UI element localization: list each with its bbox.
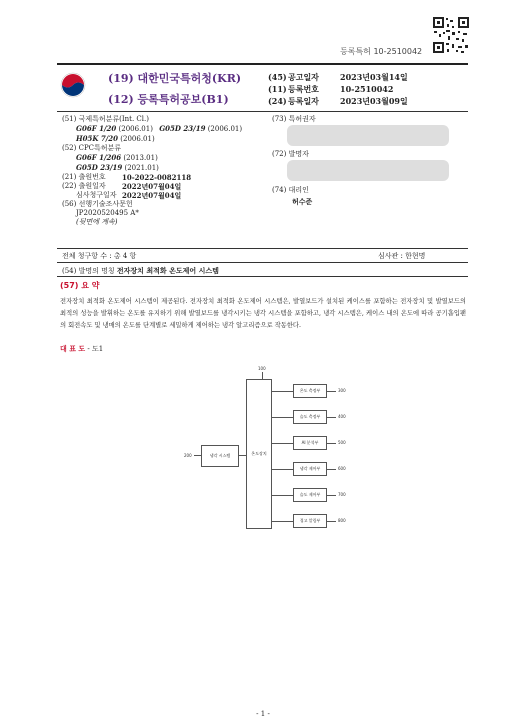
ref-line <box>194 455 201 456</box>
prior-art-label: (56) 선행기술조사문헌 <box>62 200 133 208</box>
ref-line <box>326 391 336 392</box>
ref-100: 100 <box>258 366 266 371</box>
abstract-heading: (57) 요 약 <box>60 281 100 290</box>
title-bottom-rule <box>57 276 468 277</box>
qr-code <box>432 16 470 54</box>
module-number: 400 <box>338 414 346 419</box>
control-unit-block: 온도장치 <box>246 379 272 529</box>
ref-line <box>326 495 336 496</box>
branch-line <box>271 469 293 470</box>
ipc-row: G06F 1/20 (2006.01) G05D 23/19 (2006.01) <box>76 124 243 133</box>
claims-top-rule <box>57 248 468 249</box>
pub-row: (45) 공고일자 2023년03월14일 <box>268 72 408 82</box>
cooling-system-block: 냉각 시스템 <box>201 445 239 467</box>
ref-line <box>326 521 336 522</box>
branch-line <box>271 417 293 418</box>
ref-line <box>326 417 336 418</box>
application-number-row: (21) 출원번호 10-2022-0082118 <box>62 173 192 182</box>
ipc-row: H05K 7/20 (2006.01) <box>76 134 155 143</box>
pub-row: (11) 등록번호 10-2510042 <box>268 84 394 94</box>
module-number: 800 <box>338 518 346 523</box>
module-block: 온도 측정부 <box>293 384 327 398</box>
continued-note: (뒷면에 계속) <box>76 218 118 226</box>
ipc-label: (51) 국제특허분류(Int. Cl.) <box>62 115 149 123</box>
branch-line <box>271 495 293 496</box>
ref-line <box>326 469 336 470</box>
registration-number-header: 등록특허 10-2510042 <box>340 47 423 56</box>
redacted-holder <box>287 125 449 146</box>
module-number: 500 <box>338 440 346 445</box>
agent-label: (74) 대리인 <box>272 186 309 194</box>
header-bottom-rule <box>57 111 468 112</box>
redacted-inventor <box>287 160 449 181</box>
branch-line <box>271 443 293 444</box>
top-rule <box>57 63 468 65</box>
module-block: 습도 측정부 <box>293 410 327 424</box>
total-claims: 전체 청구항 수 : 총 4 항 <box>62 252 137 260</box>
gazette-type: (12) 등록특허공보(B1) <box>108 93 229 106</box>
cpc-row: G06F 1/206 (2013.01) <box>76 153 158 162</box>
module-block: 냉각 제어부 <box>293 462 327 476</box>
invention-title: 전자장치 최적화 온도제어 시스템 <box>116 266 219 275</box>
module-number: 600 <box>338 466 346 471</box>
application-date-row: (22) 출원일자 2022년07월04일 <box>62 182 182 191</box>
branch-line <box>271 391 293 392</box>
module-block: AI 분석부 <box>293 436 327 450</box>
inventor-label: (72) 발명자 <box>272 150 309 158</box>
page-number: - 1 - <box>256 710 270 718</box>
holder-label: (73) 특허권자 <box>272 115 316 123</box>
connector-line <box>238 455 246 456</box>
bus-line <box>271 391 272 521</box>
branch-line <box>271 521 293 522</box>
module-number: 700 <box>338 492 346 497</box>
abstract-text: 전자장치 최적화 온도제어 시스템이 제공된다. 전자장치 최적화 온도제어 시스템은, 발열보드가 설치된 케이스를 포함하는 전자장치 및 발열보드의 최적의 성능을 발휘하는 온도를 유지하기 위해 발열보드를 냉각시키는 냉각 시스템을 포함하고, 냉각 시스템은, 케이스 내의 온도에 따라 공기흡입팬의 회전속도 및 냉매의 온도를 단계별로 세밀하게 제어하는 냉각 알고리즘으로 작동한다. <box>60 298 466 329</box>
bibliographic-left <box>62 115 272 227</box>
exam-date-row: 심사청구일자 2022년07월04일 <box>76 191 182 200</box>
module-block: 경고 알림부 <box>293 514 327 528</box>
pub-row: (24) 등록일자 2023년03월09일 <box>268 96 408 106</box>
module-block: 습도 제어부 <box>293 488 327 502</box>
government-emblem-icon <box>60 72 86 98</box>
invention-title-row: (54) 발명의 명칭 전자장치 최적화 온도제어 시스템 <box>62 266 219 275</box>
ref-200: 200 <box>184 453 192 458</box>
representative-drawing: 대 표 도 - 도1 <box>60 344 104 353</box>
claims-bottom-rule <box>57 262 468 263</box>
cpc-row: G05D 23/19 (2021.01) <box>76 163 159 172</box>
cpc-label: (52) CPC특허분류 <box>62 144 122 152</box>
publication-info <box>268 72 468 108</box>
ref-line <box>326 443 336 444</box>
agent-name: 허수준 <box>292 197 313 206</box>
ref-line <box>262 372 263 379</box>
module-number: 300 <box>338 388 346 393</box>
office-name: (19) 대한민국특허청(KR) <box>108 72 242 85</box>
prior-art-doc: JP2020520495 A* <box>76 209 139 217</box>
examiner: 심사관 : 한현명 <box>378 252 426 260</box>
